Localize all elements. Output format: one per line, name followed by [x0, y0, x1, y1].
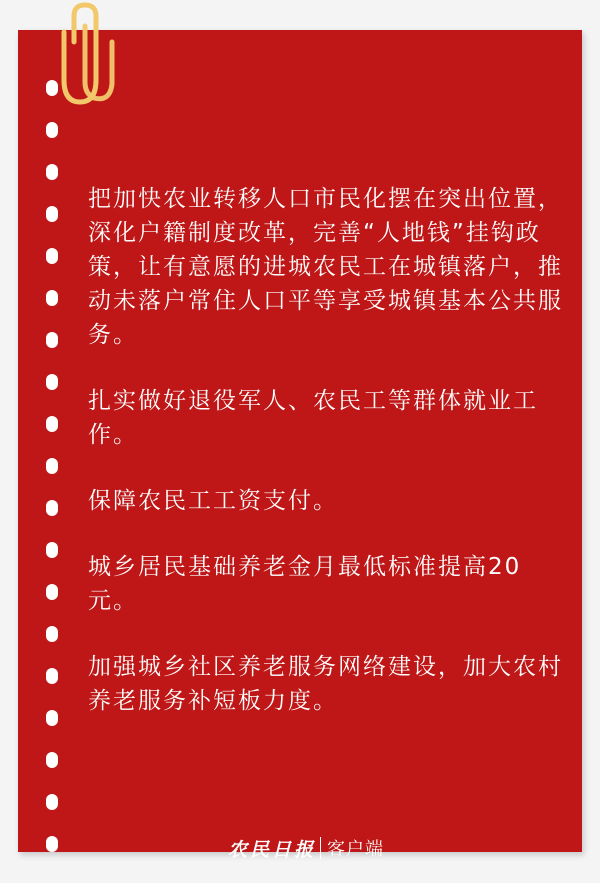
- binder-hole-icon: [46, 584, 58, 600]
- binder-hole-icon: [46, 626, 58, 642]
- paragraph: 城乡居民基础养老金月最低标准提高20元。: [88, 554, 522, 614]
- paperclip-icon: [52, 2, 122, 114]
- brand-footer: [228, 835, 384, 861]
- binder-hole-icon: [46, 248, 58, 264]
- binder-hole-icon: [46, 374, 58, 390]
- binder-hole-icon: [46, 122, 58, 138]
- footer-divider: [320, 837, 321, 859]
- paragraph: 扎实做好退役军人、农民工等群体就业工作。: [88, 388, 538, 448]
- notebook-card: [18, 30, 582, 861]
- paragraph: 把加快农业转移人口市民化摆在突出位置，深化户籍制度改革，完善“人地钱”挂钩政策，让有意愿的进城农民工在城镇落户，推动未落户常住人口平等享受城镇基本公共服务。: [88, 186, 563, 348]
- binder-hole-icon: [46, 164, 58, 180]
- binder-hole-icon: [46, 500, 58, 516]
- binder-hole-icon: [46, 794, 58, 810]
- binder-hole-icon: [46, 416, 58, 432]
- binder-hole-icon: [46, 458, 58, 474]
- policy-text: [88, 182, 568, 750]
- binder-hole-icon: [46, 290, 58, 306]
- binder-hole-icon: [46, 542, 58, 558]
- binder-hole-icon: [46, 206, 58, 222]
- binder-holes: [46, 80, 60, 870]
- binder-hole-icon: [46, 668, 58, 684]
- binder-hole-icon: [46, 836, 58, 852]
- paragraph: 保障农民工工资支付。: [88, 488, 338, 514]
- binder-hole-icon: [46, 332, 58, 348]
- binder-hole-icon: [46, 752, 58, 768]
- client-label: 客户端: [327, 839, 385, 860]
- brand-logo: 农民日报: [228, 838, 317, 861]
- paragraph: 加强城乡社区养老服务网络建设，加大农村养老服务补短板力度。: [88, 654, 563, 714]
- binder-hole-icon: [46, 710, 58, 726]
